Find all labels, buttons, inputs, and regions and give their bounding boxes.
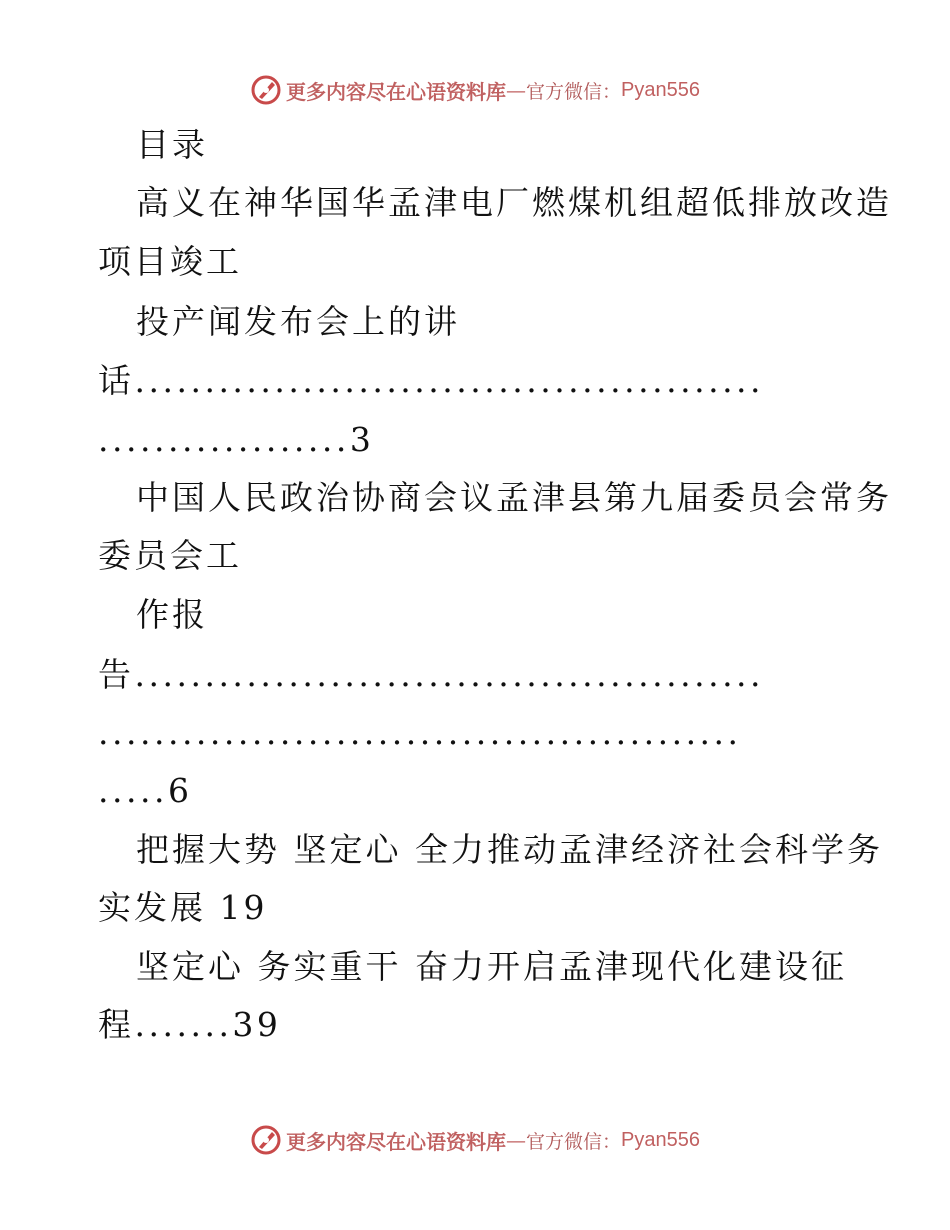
toc-line: ..............................................	[98, 713, 742, 752]
toc-line: .....6	[98, 771, 193, 810]
toc-line: ..................3	[98, 420, 375, 459]
toc-line: 实发展 19	[98, 888, 268, 927]
toc-line: 作报	[136, 595, 208, 634]
footer-banner	[0, 1120, 950, 1160]
toc-line: 把握大势 坚定心 全力推动孟津经济社会科学务	[136, 830, 883, 869]
banner-separator: —	[506, 78, 526, 102]
quill-logo-icon	[250, 74, 282, 106]
toc-line: 项目竣工	[98, 242, 242, 281]
toc-line: 委员会工	[98, 536, 242, 575]
toc-line: 高义在神华国华孟津电厂燃煤机组超低排放改造	[136, 183, 892, 222]
toc-line: 程.......39	[98, 1005, 282, 1044]
toc-heading: 目录	[136, 125, 208, 164]
banner-separator: —	[506, 1128, 526, 1152]
banner-site-text: 更多内容尽在心语资料库	[286, 1129, 506, 1154]
header-banner	[0, 70, 950, 110]
banner-wechat-label: 官方微信：	[526, 80, 622, 103]
banner-wechat-id: Pyan556	[621, 78, 700, 101]
toc-line: 投产闻发布会上的讲	[136, 302, 460, 341]
banner-site-text: 更多内容尽在心语资料库	[286, 79, 506, 104]
toc-line: 中国人民政治协商会议孟津县第九届委员会常务	[136, 478, 892, 517]
toc-line: 告.............................................	[98, 655, 765, 694]
quill-logo-icon	[250, 1124, 282, 1156]
banner-wechat-label: 官方微信：	[526, 1130, 622, 1153]
banner-wechat-id: Pyan556	[621, 1128, 700, 1151]
toc-line: 坚定心 务实重干 奋力开启孟津现代化建设征	[136, 947, 847, 986]
toc-line: 话.............................................	[98, 361, 765, 400]
